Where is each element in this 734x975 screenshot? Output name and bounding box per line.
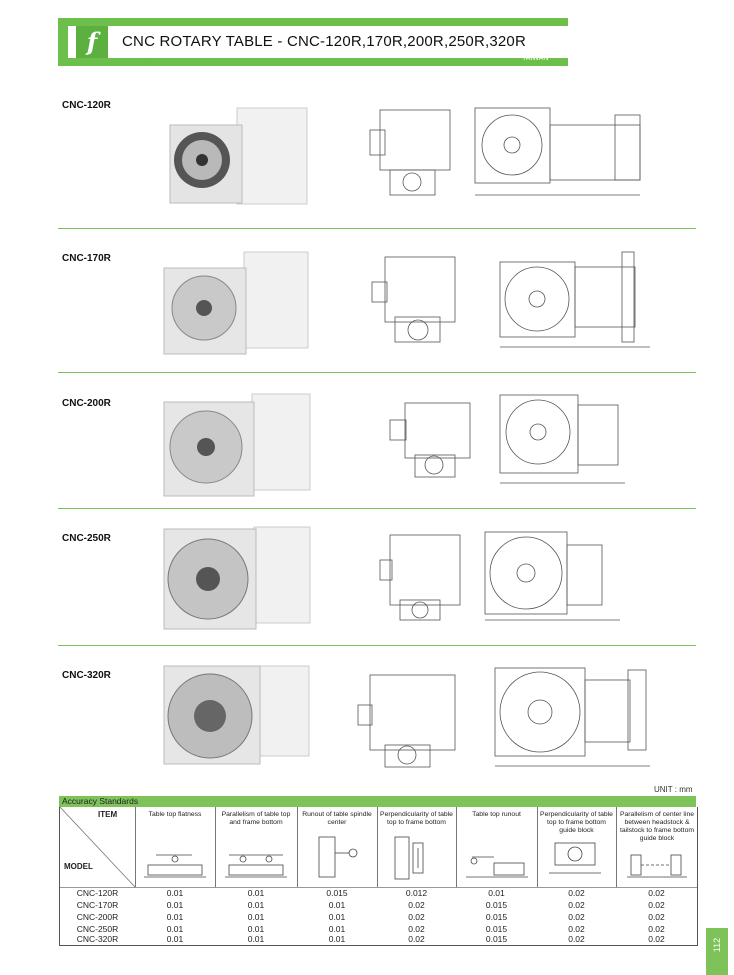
product-photo-250r xyxy=(162,525,312,635)
accuracy-title: Accuracy Standards xyxy=(62,796,139,806)
table-cell: 0.02 xyxy=(648,888,665,898)
model-label-320r: CNC-320R xyxy=(62,670,111,681)
header-dot xyxy=(144,58,149,63)
table-cell: 0.012 xyxy=(405,888,428,898)
brand-logo: f xyxy=(76,26,108,58)
table-cell: 0.015 xyxy=(485,934,508,944)
parallelism-diagram xyxy=(223,847,289,883)
column-divider xyxy=(456,807,457,887)
table-cell: 0.01 xyxy=(166,934,184,944)
table-cell: 0.02 xyxy=(408,924,425,934)
column-divider xyxy=(215,807,216,887)
table-cell: 0.02 xyxy=(568,900,585,910)
section-divider xyxy=(58,645,696,646)
guide-perpendicularity-diagram xyxy=(545,833,609,883)
item-label: ITEM xyxy=(98,810,118,819)
column-header: Perpendicularity of table top to frame bottom guide block xyxy=(540,811,613,834)
table-runout-diagram xyxy=(464,847,530,883)
section-divider xyxy=(58,228,696,229)
accuracy-table xyxy=(59,807,698,946)
table-row xyxy=(60,933,697,945)
table-row xyxy=(60,887,697,899)
table-cell: 0.02 xyxy=(408,934,425,944)
column-divider xyxy=(135,807,136,887)
row-model: CNC-120R xyxy=(76,888,119,898)
technical-drawing-120r xyxy=(360,100,670,205)
column-header: Parallelism of center line between headstock & tailstock to frame bottom guide block xyxy=(619,811,695,842)
table-cell: 0.01 xyxy=(247,912,265,922)
table-row xyxy=(60,899,697,911)
table-cell: 0.02 xyxy=(408,912,425,922)
accuracy-header-bar xyxy=(59,796,696,807)
column-divider xyxy=(297,807,298,887)
flatness-diagram xyxy=(142,847,208,883)
column-header: Runout of table spindle center xyxy=(302,811,372,826)
table-cell: 0.015 xyxy=(485,924,508,934)
section-divider xyxy=(58,508,696,509)
model-label-120r: CNC-120R xyxy=(62,100,111,111)
column-divider xyxy=(616,807,617,887)
table-cell: 0.01 xyxy=(247,924,265,934)
model-label-170r: CNC-170R xyxy=(62,253,111,264)
column-header: Parallelism of table top and frame bottom xyxy=(221,811,291,826)
table-cell: 0.02 xyxy=(568,934,585,944)
unit-note: UNIT : mm xyxy=(654,785,693,794)
spindle-runout-diagram xyxy=(305,833,369,883)
corner-diagonal xyxy=(60,807,135,887)
product-photo-170r xyxy=(162,250,312,360)
table-cell: 0.02 xyxy=(408,900,425,910)
perpendicularity-diagram xyxy=(385,833,449,883)
table-cell: 0.02 xyxy=(648,912,665,922)
technical-drawing-200r xyxy=(360,385,670,495)
table-cell: 0.01 xyxy=(166,888,184,898)
table-cell: 0.01 xyxy=(247,888,265,898)
table-cell: 0.01 xyxy=(488,888,505,898)
column-header: Table top runout xyxy=(472,811,521,818)
table-cell: 0.02 xyxy=(568,888,585,898)
table-cell: 0.02 xyxy=(648,900,665,910)
country-label: TAIWAN xyxy=(522,55,549,62)
row-model: CNC-250R xyxy=(76,924,119,934)
table-cell: 0.01 xyxy=(328,924,346,934)
product-photo-200r xyxy=(162,392,312,502)
model-column-label: MODEL xyxy=(64,862,93,871)
table-row xyxy=(60,911,697,923)
table-cell: 0.01 xyxy=(166,912,184,922)
column-divider xyxy=(377,807,378,887)
table-cell: 0.015 xyxy=(485,900,508,910)
technical-drawing-170r xyxy=(360,242,670,357)
table-cell: 0.01 xyxy=(247,900,265,910)
table-cell: 0.01 xyxy=(328,912,346,922)
column-header: Table top flatness xyxy=(148,811,202,818)
table-cell: 0.02 xyxy=(568,924,585,934)
section-divider xyxy=(58,372,696,373)
table-cell: 0.02 xyxy=(568,912,585,922)
center-line-diagram xyxy=(625,847,689,883)
table-cell: 0.01 xyxy=(328,900,346,910)
table-cell: 0.01 xyxy=(328,934,346,944)
product-photo-320r xyxy=(162,660,312,770)
product-photo-120r xyxy=(162,100,312,210)
model-label-250r: CNC-250R xyxy=(62,533,111,544)
table-cell: 0.01 xyxy=(166,900,184,910)
table-cell: 0.02 xyxy=(648,924,665,934)
column-header: Perpendicularity of table top to frame bottom xyxy=(380,811,453,826)
table-cell: 0.015 xyxy=(485,912,508,922)
technical-drawing-320r xyxy=(350,660,680,775)
page-title: CNC ROTARY TABLE - CNC-120R,170R,200R,250R,320R xyxy=(122,33,527,50)
header-underline xyxy=(58,61,568,62)
row-model: CNC-170R xyxy=(76,900,119,910)
model-label-200r: CNC-200R xyxy=(62,398,111,409)
column-divider xyxy=(537,807,538,887)
table-cell: 0.015 xyxy=(326,888,348,898)
table-cell: 0.01 xyxy=(247,934,265,944)
technical-drawing-250r xyxy=(360,520,670,635)
page-number: 112 xyxy=(712,937,722,953)
table-cell: 0.01 xyxy=(166,924,184,934)
row-model: CNC-320R xyxy=(76,934,119,944)
table-cell: 0.02 xyxy=(648,934,665,944)
row-model: CNC-200R xyxy=(76,912,119,922)
